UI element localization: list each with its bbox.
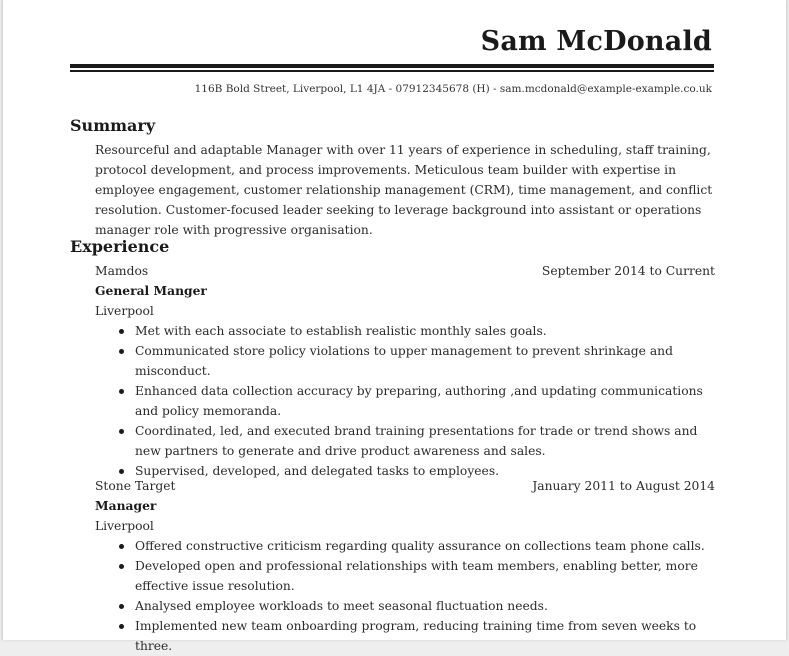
job-bullet: Analysed employee workloads to meet seasonal fluctuation needs. <box>135 596 715 616</box>
job-dates: September 2014 to Current <box>541 264 715 278</box>
candidate-name: Sam McDonald <box>480 26 712 57</box>
job-bullet: Developed open and professional relationships with team members, enabling better, more effective issue resolution. <box>135 556 715 596</box>
job-bullet: Communicated store policy violations to upper management to prevent shrinkage and misconduct. <box>135 341 715 381</box>
job-company: Stone Target <box>95 479 176 493</box>
experience-heading: Experience <box>70 237 170 256</box>
summary-heading: Summary <box>70 116 156 135</box>
job-bullet: Offered constructive criticism regarding quality assurance on collections team phone calls. <box>135 536 715 556</box>
header-rule-thick <box>70 64 714 68</box>
job-bullet-list <box>95 536 715 656</box>
job-dates: January 2011 to August 2014 <box>532 479 715 493</box>
job-location: Liverpool <box>95 519 154 533</box>
job-bullet: Supervised, developed, and delegated tasks to employees. <box>135 461 715 481</box>
job-entry <box>95 476 715 656</box>
job-bullet: Implemented new team onboarding program, reducing training time from seven weeks to three. <box>135 616 715 656</box>
resume-page <box>2 0 787 653</box>
job-bullet: Enhanced data collection accuracy by preparing, authoring ,and updating communications and policy memoranda. <box>135 381 715 421</box>
job-location: Liverpool <box>95 304 154 318</box>
job-bullet-list <box>95 321 715 481</box>
summary-text: Resourceful and adaptable Manager with over 11 years of experience in scheduling, staff training, protocol development, and process improvements. Meticulous team builder with expertise in employee engagement, customer relationship management (CRM), time management, and conflict resolution. Customer-focused leader seeking to leverage background into assistant or operations manager role with progressive organisation. <box>95 143 713 237</box>
job-company: Mamdos <box>95 264 149 278</box>
job-entry <box>95 261 715 481</box>
job-bullet: Met with each associate to establish realistic monthly sales goals. <box>135 321 715 341</box>
job-title: General Manger <box>95 283 207 298</box>
job-bullet: Coordinated, led, and executed brand training presentations for trade or trend shows and new partners to generate and drive product awareness and sales. <box>135 421 715 461</box>
header-rule-thin <box>70 70 714 72</box>
job-title: Manager <box>95 498 157 513</box>
contact-line: 116B Bold Street, Liverpool, L1 4JA - 07912345678 (H) - sam.mcdonald@example-example.co.uk <box>194 83 712 95</box>
